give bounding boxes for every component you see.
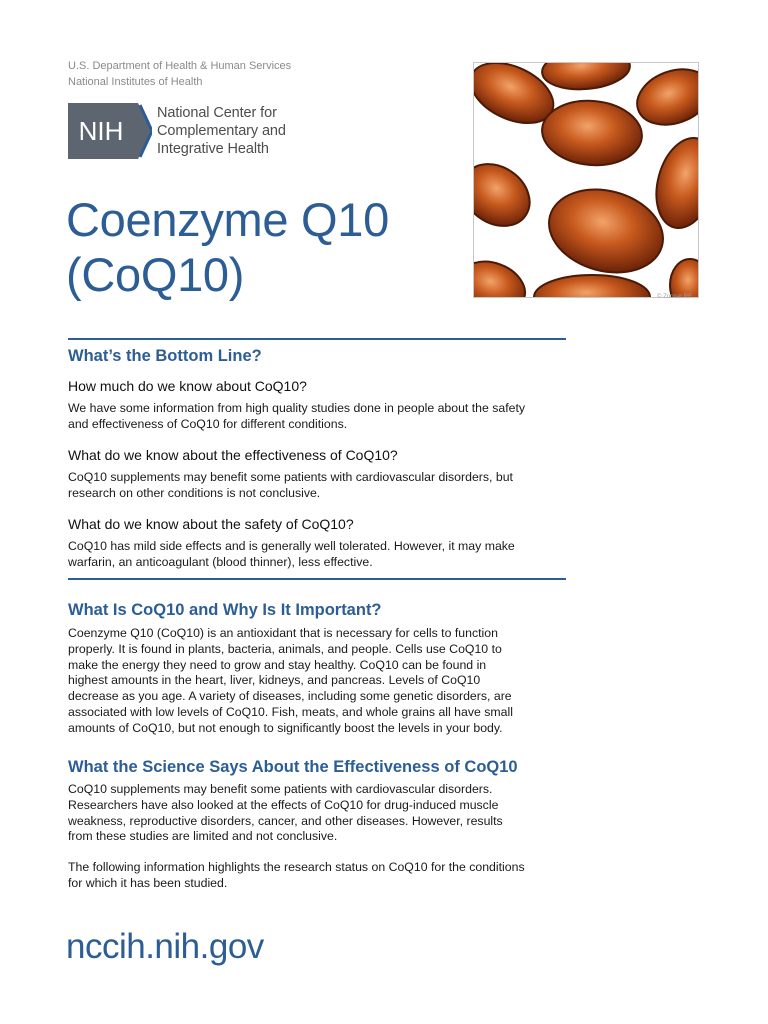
capsules-illustration [474, 63, 698, 297]
title-line: Coenzyme Q10 [66, 193, 389, 246]
paragraph-line: weakness, reproductive disorders, cancer, and other diseases. However, results [68, 813, 503, 828]
nccih-logo[interactable] [68, 103, 286, 159]
agency-block [68, 59, 291, 90]
section-divider-bottom [68, 578, 566, 580]
science-paragraph-1 [68, 782, 568, 845]
paragraph-line: CoQ10 supplements may benefit some patients with cardiovascular disorders. [68, 782, 493, 796]
answer-effectiveness [68, 470, 568, 502]
science-heading: What the Science Says About the Effectiveness of CoQ10 [68, 758, 518, 776]
answer-line: CoQ10 supplements may benefit some patients with cardiovascular disorders, but [68, 470, 513, 484]
paragraph-line: from these studies are limited and not conclusive. [68, 829, 338, 844]
section-divider-top [68, 338, 566, 340]
science-paragraph-2 [68, 860, 568, 892]
answer-how-much-known [68, 401, 568, 433]
nih-logo-icon [68, 103, 152, 159]
softgel-capsules-image [473, 62, 699, 298]
answer-safety [68, 539, 568, 571]
institute-name: National Institutes of Health [68, 75, 203, 88]
paragraph-line: make the energy they need to grow and stay healthy. CoQ10 can be found in [68, 657, 487, 672]
center-name [157, 104, 286, 158]
question-how-much-known: How much do we know about CoQ10? [68, 378, 307, 394]
answer-line: CoQ10 has mild side effects and is generally well tolerated. However, it may make [68, 539, 515, 553]
photo-credit: © Zoonar RF [657, 294, 692, 300]
center-name-line: Complementary and [157, 123, 286, 139]
paragraph-line: amounts of CoQ10, but not enough to significantly boost the levels in your body. [68, 720, 503, 735]
bottom-line-heading: What’s the Bottom Line? [68, 347, 262, 365]
answer-line: We have some information from high quality studies done in people about the safety [68, 401, 526, 415]
answer-line: and effectiveness of CoQ10 for different conditions. [68, 416, 348, 431]
paragraph-line: The following information highlights the research status on CoQ10 for the conditions [68, 860, 525, 874]
department-name: U.S. Department of Health & Human Services [68, 60, 292, 72]
what-is-paragraph [68, 626, 568, 737]
paragraph-line: decrease as you age. A variety of diseases, including some genetic disorders, are [68, 689, 512, 704]
center-name-line: Integrative Health [157, 141, 269, 157]
nih-logo-letters: NIH [78, 116, 124, 146]
paragraph-line: associated with low levels of CoQ10. Fish, meats, and whole grains all have small [68, 704, 513, 719]
question-safety: What do we know about the safety of CoQ10? [68, 516, 354, 532]
website-link[interactable]: nccih.nih.gov [66, 927, 264, 966]
answer-line: warfarin, an anticoagulant (blood thinner), less effective. [68, 554, 373, 569]
what-is-heading: What Is CoQ10 and Why Is It Important? [68, 601, 382, 619]
question-effectiveness: What do we know about the effectiveness of CoQ10? [68, 447, 398, 463]
paragraph-line: Researchers have also looked at the effects of CoQ10 for drug-induced muscle [68, 797, 499, 812]
paragraph-line: highest amounts in the heart, liver, kidneys, and pancreas. Levels of CoQ10 [68, 673, 481, 688]
paragraph-line: Coenzyme Q10 (CoQ10) is an antioxidant that is necessary for cells to function [68, 626, 498, 640]
answer-line: research on other conditions is not conclusive. [68, 485, 321, 500]
page-title [66, 192, 389, 302]
paragraph-line: for which it has been studied. [68, 875, 228, 890]
title-line: (CoQ10) [66, 248, 245, 301]
paragraph-line: properly. It is found in plants, bacteria, animals, and people. Cells use CoQ10 to [68, 641, 502, 656]
center-name-line: National Center for [157, 105, 277, 121]
